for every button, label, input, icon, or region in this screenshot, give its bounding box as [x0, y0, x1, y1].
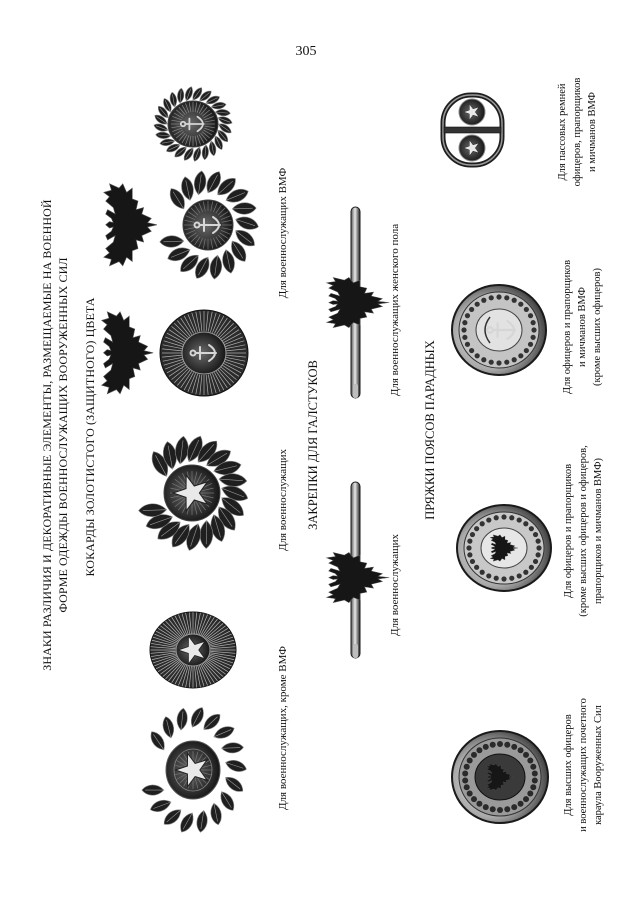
- cockade-label-general: Для военнослужащих: [277, 448, 289, 552]
- label-line: (кроме высших офицеров): [592, 268, 603, 386]
- label-line: Для пассовых ремней: [557, 83, 568, 181]
- label-line: прапорщиков и мичманов ВМФ): [593, 457, 604, 605]
- tie-clip-image: [318, 480, 398, 660]
- buckle-navy-officers-image: [450, 282, 548, 377]
- buckle-shoulder-belt-label: [555, 42, 600, 222]
- cockade-round-star-image: [148, 610, 238, 690]
- page-number: 305: [295, 44, 317, 59]
- buckle-senior-officers-image: [450, 729, 550, 825]
- label-line: и мичманов ВМФ: [577, 287, 588, 367]
- cockade-navy-eagle-round-image: [98, 300, 250, 405]
- buckle-shoulder-belt-image: [440, 92, 505, 168]
- cockades-heading: КОКАРДЫ ЗОЛОТИСТОГО (ЗАЩИТНОГО) ЦВЕТА: [83, 297, 97, 577]
- buckle-navy-officers-label: [560, 217, 605, 437]
- buckles-heading: ПРЯЖКИ ПОЯСОВ ПАРАДНЫХ: [423, 340, 437, 520]
- label-line: караула Вооруженных Сил: [593, 705, 604, 825]
- tie-clip-label: Для военнослужащих: [389, 533, 401, 637]
- label-line: Для офицеров и прапорщиков: [562, 259, 573, 395]
- document-title-line-1: ЗНАКИ РАЗЛИЧИЯ И ДЕКОРАТИВНЫЕ ЭЛЕМЕНТЫ, РАЗМЕЩАЕМЫЕ НА ВОЕННОЙ: [40, 199, 54, 671]
- label-line: и военнослужащих почетного: [578, 698, 589, 832]
- tie-clip-female-image: [318, 205, 398, 400]
- cockade-navy-eagle-wreath-image: [100, 160, 255, 290]
- tie-clip-female-label: Для военнослужащих женского пола: [389, 223, 401, 397]
- label-line: (кроме высших офицеров и офицеров,: [578, 445, 589, 617]
- buckle-senior-officers-label: [561, 665, 606, 865]
- document-title-line-2: ФОРМЕ ОДЕЖДЫ ВОЕННОСЛУЖАЩИХ ВООРУЖЕННЫХ СИЛ: [56, 257, 70, 613]
- buckle-officers-label: [561, 411, 606, 651]
- tie-clips-heading: ЗАКРЕПКИ ДЛЯ ГАЛСТУКОВ: [306, 360, 320, 530]
- cockade-label-navy: Для военнослужащих ВМФ: [277, 167, 289, 299]
- label-line: офицеров, прапорщиков: [572, 77, 583, 187]
- cockade-wreath-star-image: [135, 700, 245, 840]
- cockade-label-army: Для военнослужащих, кроме ВМФ: [277, 646, 289, 810]
- label-line: Для офицеров и прапорщиков: [563, 463, 574, 599]
- cockade-navy-round-image: [150, 85, 236, 163]
- label-line: и мичманов ВМФ: [587, 92, 598, 172]
- buckle-officers-image: [455, 503, 553, 593]
- label-line: Для высших офицеров: [563, 714, 574, 816]
- cockade-large-wreath-image: [130, 430, 250, 555]
